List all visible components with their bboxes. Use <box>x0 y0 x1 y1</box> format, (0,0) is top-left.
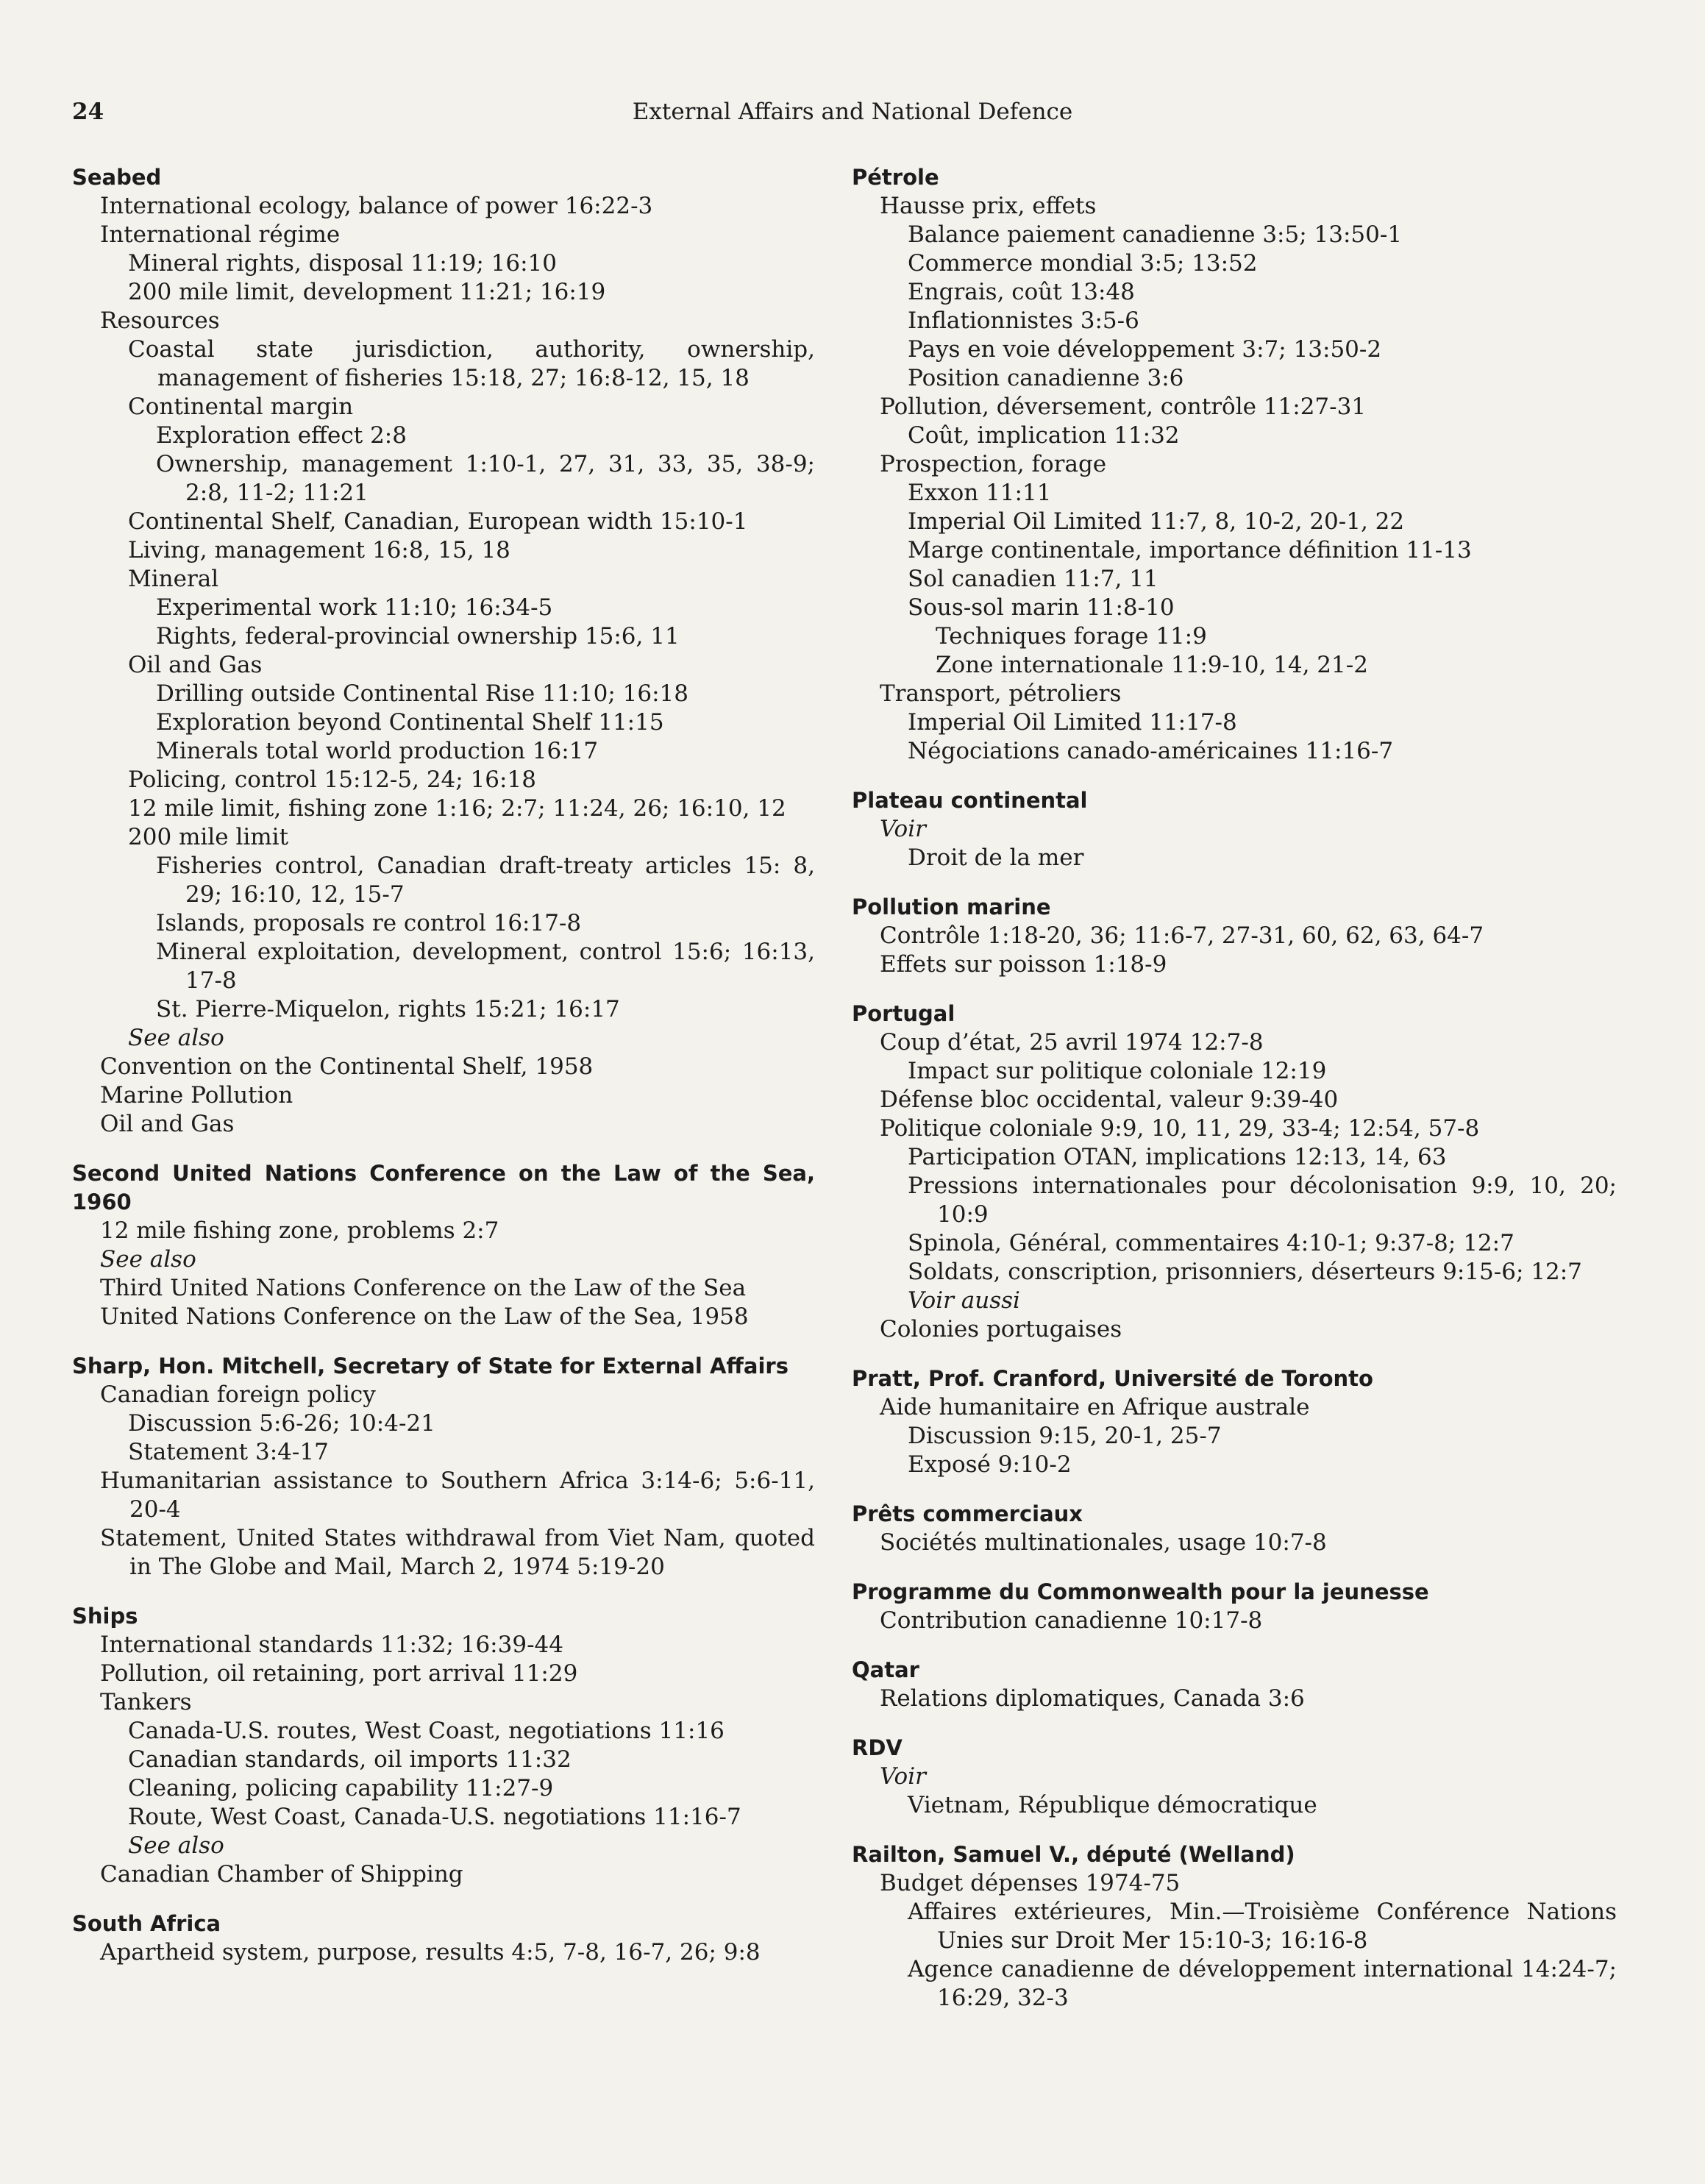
index-entry: Zone internationale 11:9-10, 14, 21-2 <box>936 652 1368 678</box>
index-entry: Contrôle 1:18-20, 36; 11:6-7, 27-31, 60, 62, 63, 64-7 <box>880 922 1484 949</box>
index-entry: Aide humanitaire en Afrique australe <box>880 1394 1310 1420</box>
index-entry: Agence canadienne de développement international 14:24-7; 16:29, 32-3 <box>908 1956 1617 2011</box>
index-entry: Soldats, conscription, prisonniers, déserteurs 9:15-6; 12:7 <box>908 1259 1582 1285</box>
index-entry: Ownership, management 1:10-1, 27, 31, 33, 35, 38-9; 2:8, 11-2; 11:21 <box>156 451 815 506</box>
index-heading: South Africa <box>72 1911 221 1936</box>
index-entry: Exposé 9:10-2 <box>908 1451 1072 1478</box>
index-heading: Programme du Commonwealth pour la jeunesse <box>852 1579 1429 1604</box>
index-entry: Continental Shelf, Canadian, European width 15:10-1 <box>128 508 748 535</box>
index-entry: Engrais, coût 13:48 <box>908 279 1135 305</box>
index-entry: Mineral <box>128 566 219 592</box>
index-entry: Voir <box>880 816 926 842</box>
index-entry: Transport, pétroliers <box>880 680 1122 707</box>
index-entry: Sous-sol marin 11:8-10 <box>908 594 1175 621</box>
index-entry: Imperial Oil Limited 11:17-8 <box>908 709 1237 736</box>
index-heading: Pollution marine <box>852 894 1051 920</box>
index-entry: Oil and Gas <box>100 1111 235 1137</box>
index-entry: Inflationnistes 3:5-6 <box>908 307 1139 334</box>
index-entry: Continental margin <box>128 394 354 420</box>
index-entry: Pressions internationales pour décolonisation 9:9, 10, 20; 10:9 <box>908 1173 1617 1228</box>
index-entry: St. Pierre-Miquelon, rights 15:21; 16:17 <box>156 996 620 1022</box>
index-heading: Pétrole <box>852 165 939 190</box>
index-entry: Coup d’état, 25 avril 1974 12:7-8 <box>880 1029 1264 1056</box>
index-entry: Pollution, déversement, contrôle 11:27-31 <box>880 394 1367 420</box>
index-entry: Cleaning, policing capability 11:27-9 <box>128 1775 554 1801</box>
index-entry: Coastal state jurisdiction, authority, ownership, management of fisheries 15:18, 27; 16:8-12, 15, 18 <box>128 336 815 391</box>
index-entry: Participation OTAN, implications 12:13, 14, 63 <box>908 1144 1447 1170</box>
index-entry: Effets sur poisson 1:18-9 <box>880 951 1167 978</box>
index-heading: Railton, Samuel V., député (Welland) <box>852 1842 1295 1867</box>
index-entry: Position canadienne 3:6 <box>908 365 1184 391</box>
index-heading: Qatar <box>852 1657 919 1682</box>
index-entry: Sociétés multinationales, usage 10:7-8 <box>880 1529 1327 1556</box>
index-entry: Budget dépenses 1974-75 <box>880 1870 1181 1896</box>
index-entry: Apartheid system, purpose, results 4:5, 7-8, 16-7, 26; 9:8 <box>100 1939 761 1966</box>
index-entry: Défense bloc occidental, valeur 9:39-40 <box>880 1086 1339 1113</box>
index-entry: Balance paiement canadienne 3:5; 13:50-1 <box>908 221 1403 248</box>
index-heading: Sharp, Hon. Mitchell, Secretary of State for External Affairs <box>72 1354 789 1379</box>
index-entry: Exploration effect 2:8 <box>156 422 407 449</box>
index-entry: Statement, United States withdrawal from Viet Nam, quoted in The Globe and Mail, March 2, 1974 5:19-20 <box>100 1525 815 1580</box>
index-entry: See also <box>128 1832 224 1859</box>
index-heading: Pratt, Prof. Cranford, Université de Toronto <box>852 1366 1373 1391</box>
index-entry: Rights, federal-provincial ownership 15:6, 11 <box>156 623 680 650</box>
index-entry: International régime <box>100 221 341 248</box>
index-entry: 12 mile limit, fishing zone 1:16; 2:7; 11:24, 26; 16:10, 12 <box>128 795 786 822</box>
index-entry: See also <box>128 1025 224 1051</box>
index-entry: Experimental work 11:10; 16:34-5 <box>156 594 553 621</box>
index-entry: Mineral rights, disposal 11:19; 16:10 <box>128 250 557 277</box>
index-entry: Drilling outside Continental Rise 11:10; 16:18 <box>156 680 688 707</box>
index-entry: Négociations canado-américaines 11:16-7 <box>908 738 1394 764</box>
index-entry: Canada-U.S. routes, West Coast, negotiations 11:16 <box>128 1718 725 1744</box>
index-entry: Hausse prix, effets <box>880 193 1097 219</box>
index-entry: Exploration beyond Continental Shelf 11:15 <box>156 709 664 736</box>
index-entry: Coût, implication 11:32 <box>908 422 1180 449</box>
index-entry: Relations diplomatiques, Canada 3:6 <box>880 1685 1305 1712</box>
index-heading: RDV <box>852 1735 903 1760</box>
index-heading: Prêts commerciaux <box>852 1501 1083 1526</box>
index-entry: Imperial Oil Limited 11:7, 8, 10-2, 20-1, 22 <box>908 508 1405 535</box>
index-entry: 200 mile limit, development 11:21; 16:19 <box>128 279 606 305</box>
index-entry: Oil and Gas <box>128 652 263 678</box>
index-entry: Statement 3:4-17 <box>128 1439 329 1465</box>
index-entry: United Nations Conference on the Law of the Sea, 1958 <box>100 1303 749 1330</box>
index-entry: Spinola, Général, commentaires 4:10-1; 9:37-8; 12:7 <box>908 1230 1514 1256</box>
index-entry: Droit de la mer <box>908 844 1084 871</box>
index-heading: Ships <box>72 1604 138 1629</box>
index-entry: Living, management 16:8, 15, 18 <box>128 537 510 563</box>
index-column-right <box>852 163 1617 2013</box>
index-entry: International standards 11:32; 16:39-44 <box>100 1632 563 1658</box>
index-entry: Voir aussi <box>908 1287 1020 1314</box>
index-entry: Tankers <box>100 1689 192 1715</box>
index-column-left <box>72 163 815 1967</box>
index-entry: Islands, proposals re control 16:17-8 <box>156 910 582 936</box>
index-entry: Prospection, forage <box>880 451 1107 477</box>
index-entry: Affaires extérieures, Min.—Troisième Conférence Nations Unies sur Droit Mer 15:10-3; 16:16-8 <box>908 1899 1617 1954</box>
index-entry: Voir <box>880 1763 926 1790</box>
index-entry: Colonies portugaises <box>880 1316 1122 1342</box>
index-entry: Discussion 5:6-26; 10:4-21 <box>128 1410 435 1437</box>
index-entry: Exxon 11:11 <box>908 480 1052 506</box>
index-entry: Contribution canadienne 10:17-8 <box>880 1607 1263 1634</box>
index-entry: Discussion 9:15, 20-1, 25-7 <box>908 1423 1222 1449</box>
index-entry: Pollution, oil retaining, port arrival 11:29 <box>100 1660 578 1687</box>
index-entry: Marine Pollution <box>100 1082 293 1109</box>
index-entry: Sol canadien 11:7, 11 <box>908 566 1158 592</box>
index-entry: Third United Nations Conference on the Law of the Sea <box>100 1275 747 1301</box>
index-entry: See also <box>100 1246 196 1273</box>
index-entry: Commerce mondial 3:5; 13:52 <box>908 250 1258 277</box>
index-heading: Second United Nations Conference on the Law of the Sea, 1960 <box>72 1161 815 1214</box>
index-entry: Fisheries control, Canadian draft-treaty articles 15: 8, 29; 16:10, 12, 15-7 <box>156 853 815 908</box>
running-title: External Affairs and National Defence <box>632 99 1073 125</box>
index-entry: Vietnam, République démocratique <box>908 1792 1317 1818</box>
index-entry: Humanitarian assistance to Southern Africa 3:14-6; 5:6-11, 20-4 <box>100 1468 815 1523</box>
index-entry: Mineral exploitation, development, control 15:6; 16:13, 17-8 <box>156 939 815 994</box>
index-entry: Impact sur politique coloniale 12:19 <box>908 1058 1327 1084</box>
index-entry: Techniques forage 11:9 <box>936 623 1207 650</box>
index-entry: Politique coloniale 9:9, 10, 11, 29, 33-4; 12:54, 57-8 <box>880 1115 1480 1142</box>
index-entry: 12 mile fishing zone, problems 2:7 <box>100 1217 499 1244</box>
index-entry: Convention on the Continental Shelf, 1958 <box>100 1053 594 1080</box>
index-entry: 200 mile limit <box>128 824 289 850</box>
index-entry: Policing, control 15:12-5, 24; 16:18 <box>128 766 536 793</box>
index-entry: Minerals total world production 16:17 <box>156 738 599 764</box>
index-entry: Canadian Chamber of Shipping <box>100 1861 463 1888</box>
index-entry: International ecology, balance of power 16:22-3 <box>100 193 653 219</box>
index-entry: Route, West Coast, Canada-U.S. negotiations 11:16-7 <box>128 1804 741 1830</box>
index-heading: Portugal <box>852 1001 955 1026</box>
index-heading: Plateau continental <box>852 788 1088 813</box>
index-heading: Seabed <box>72 165 162 190</box>
index-entry: Marge continentale, importance définition 11-13 <box>908 537 1472 563</box>
index-entry: Pays en voie développement 3:7; 13:50-2 <box>908 336 1382 363</box>
index-entry: Resources <box>100 307 220 334</box>
page-number: 24 <box>72 99 104 125</box>
index-entry: Canadian standards, oil imports 11:32 <box>128 1746 572 1773</box>
index-entry: Canadian foreign policy <box>100 1381 376 1408</box>
